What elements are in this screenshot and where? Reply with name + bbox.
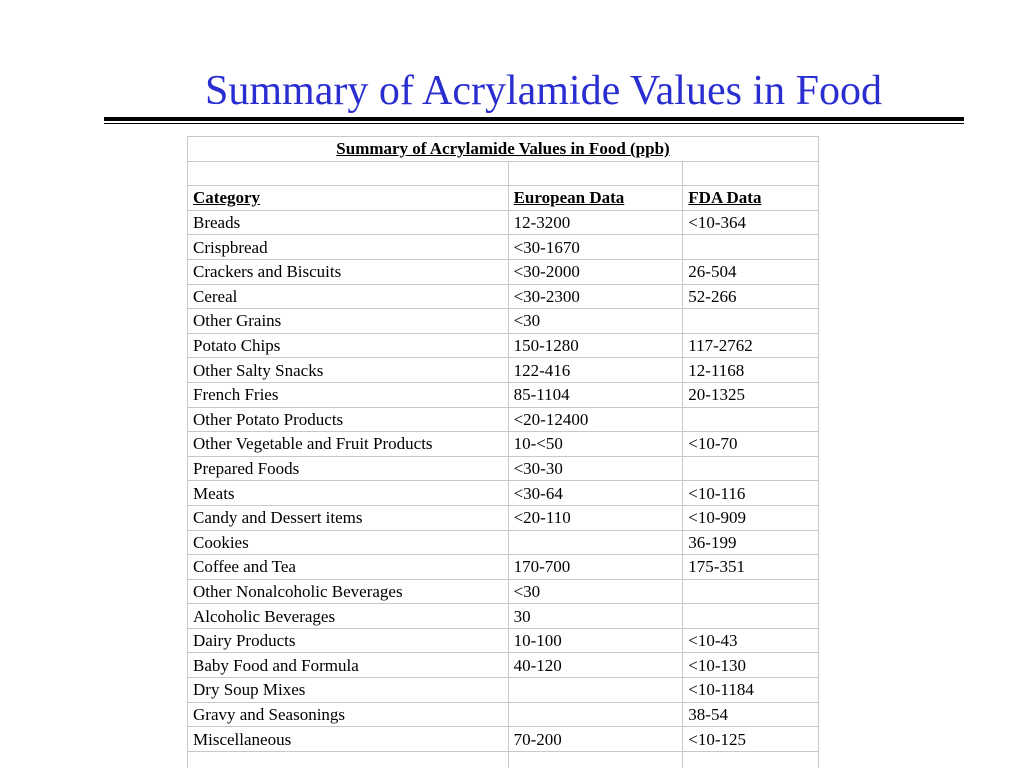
fda-data-cell xyxy=(683,407,819,432)
category-cell: Cereal xyxy=(188,284,509,309)
category-cell: Gravy and Seasonings xyxy=(188,702,509,727)
table-row xyxy=(188,678,819,703)
fda-data-cell: <10-909 xyxy=(683,505,819,530)
category-cell: Alcoholic Beverages xyxy=(188,604,509,629)
fda-data-cell: 52-266 xyxy=(683,284,819,309)
fda-data-cell: <10-43 xyxy=(683,628,819,653)
fda-data-cell xyxy=(683,604,819,629)
category-cell: Breads xyxy=(188,210,509,235)
blank-cell xyxy=(188,161,509,186)
category-cell: Miscellaneous xyxy=(188,727,509,752)
category-cell: Baby Food and Formula xyxy=(188,653,509,678)
fda-data-cell: <10-364 xyxy=(683,210,819,235)
european-data-cell: 150-1280 xyxy=(508,333,683,358)
european-data-cell: 12-3200 xyxy=(508,210,683,235)
european-data-cell: <30-2300 xyxy=(508,284,683,309)
table-row xyxy=(188,259,819,284)
table-row xyxy=(188,653,819,678)
european-data-cell xyxy=(508,530,683,555)
table-caption: Summary of Acrylamide Values in Food (ppb) xyxy=(188,137,819,162)
european-data-cell: 170-700 xyxy=(508,555,683,580)
header-category: Category xyxy=(188,186,509,211)
table-row xyxy=(188,382,819,407)
table-row xyxy=(188,628,819,653)
table-row xyxy=(188,505,819,530)
table-row xyxy=(188,284,819,309)
blank-cell xyxy=(683,161,819,186)
table-row xyxy=(188,333,819,358)
category-cell: Coffee and Tea xyxy=(188,555,509,580)
category-cell: Prepared Foods xyxy=(188,456,509,481)
acrylamide-table xyxy=(187,136,819,768)
header-european-data: European Data xyxy=(508,186,683,211)
fda-data-cell: <10-1184 xyxy=(683,678,819,703)
table-row xyxy=(188,530,819,555)
fda-data-cell: 26-504 xyxy=(683,259,819,284)
category-cell: Other Potato Products xyxy=(188,407,509,432)
european-data-cell: 85-1104 xyxy=(508,382,683,407)
european-data-cell: <30-30 xyxy=(508,456,683,481)
category-cell: Dairy Products xyxy=(188,628,509,653)
category-cell: Other Nonalcoholic Beverages xyxy=(188,579,509,604)
blank-cell xyxy=(508,751,683,768)
table-header-row xyxy=(188,186,819,211)
fda-data-cell: 38-54 xyxy=(683,702,819,727)
table-row xyxy=(188,702,819,727)
fda-data-cell: 12-1168 xyxy=(683,358,819,383)
slide-title: Summary of Acrylamide Values in Food xyxy=(205,68,882,114)
category-cell: Candy and Dessert items xyxy=(188,505,509,530)
fda-data-cell: 36-199 xyxy=(683,530,819,555)
european-data-cell: 40-120 xyxy=(508,653,683,678)
european-data-cell: 10-100 xyxy=(508,628,683,653)
table-row xyxy=(188,555,819,580)
table-row xyxy=(188,358,819,383)
category-cell: Other Salty Snacks xyxy=(188,358,509,383)
table-row xyxy=(188,727,819,752)
european-data-cell: 122-416 xyxy=(508,358,683,383)
header-fda-data: FDA Data xyxy=(683,186,819,211)
european-data-cell: <30 xyxy=(508,309,683,334)
table-row xyxy=(188,235,819,260)
table-caption-row xyxy=(188,137,819,162)
title-divider-thick xyxy=(104,117,964,121)
category-cell: Dry Soup Mixes xyxy=(188,678,509,703)
fda-data-cell: <10-125 xyxy=(683,727,819,752)
fda-data-cell: <10-116 xyxy=(683,481,819,506)
european-data-cell: <30-2000 xyxy=(508,259,683,284)
category-cell: French Fries xyxy=(188,382,509,407)
table-row xyxy=(188,309,819,334)
blank-cell xyxy=(683,751,819,768)
european-data-cell: <20-12400 xyxy=(508,407,683,432)
fda-data-cell: 175-351 xyxy=(683,555,819,580)
category-cell: Other Vegetable and Fruit Products xyxy=(188,432,509,457)
european-data-cell: <20-110 xyxy=(508,505,683,530)
fda-data-cell: 20-1325 xyxy=(683,382,819,407)
category-cell: Cookies xyxy=(188,530,509,555)
category-cell: Crackers and Biscuits xyxy=(188,259,509,284)
category-cell: Meats xyxy=(188,481,509,506)
table-row xyxy=(188,579,819,604)
table-blank-row xyxy=(188,751,819,768)
fda-data-cell: 117-2762 xyxy=(683,333,819,358)
european-data-cell: 10-<50 xyxy=(508,432,683,457)
european-data-cell: <30-1670 xyxy=(508,235,683,260)
fda-data-cell xyxy=(683,579,819,604)
european-data-cell xyxy=(508,702,683,727)
table-row xyxy=(188,481,819,506)
european-data-cell: 30 xyxy=(508,604,683,629)
fda-data-cell xyxy=(683,235,819,260)
table-row xyxy=(188,604,819,629)
category-cell: Crispbread xyxy=(188,235,509,260)
table-row xyxy=(188,456,819,481)
table-body xyxy=(188,137,819,768)
table-row xyxy=(188,407,819,432)
table-blank-row xyxy=(188,161,819,186)
table-row xyxy=(188,432,819,457)
fda-data-cell xyxy=(683,456,819,481)
fda-data-cell xyxy=(683,309,819,334)
european-data-cell xyxy=(508,678,683,703)
category-cell: Other Grains xyxy=(188,309,509,334)
european-data-cell: <30-64 xyxy=(508,481,683,506)
blank-cell xyxy=(188,751,509,768)
european-data-cell: 70-200 xyxy=(508,727,683,752)
category-cell: Potato Chips xyxy=(188,333,509,358)
blank-cell xyxy=(508,161,683,186)
fda-data-cell: <10-70 xyxy=(683,432,819,457)
european-data-cell: <30 xyxy=(508,579,683,604)
fda-data-cell: <10-130 xyxy=(683,653,819,678)
table-row xyxy=(188,210,819,235)
title-divider-thin xyxy=(104,123,964,124)
